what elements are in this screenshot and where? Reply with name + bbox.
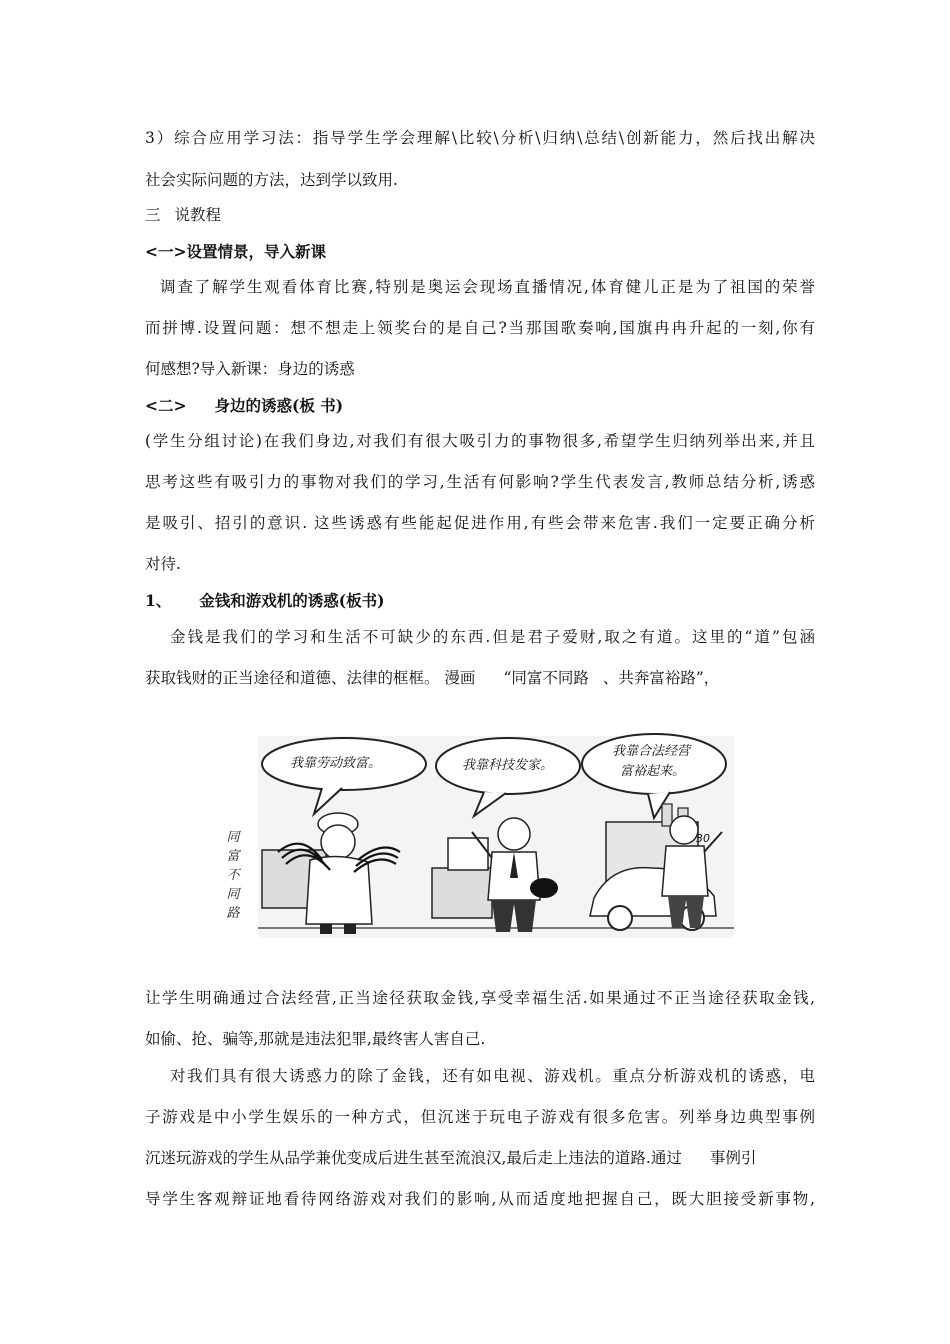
heading-3-number: 1、 xyxy=(145,591,172,610)
paragraph-intro-line-2: 而拼博.设置问题：想不想走上领奖台的是自己?当那国歌奏响,国旗冉冉升起的一刻,你有 xyxy=(145,319,815,337)
section-3-title: 说教程 xyxy=(174,206,222,224)
heading-set-scene: <一>设置情景，导入新课 xyxy=(145,242,326,261)
games-line-3-part-b: 事例引 xyxy=(709,1149,757,1167)
paragraph-intro-line-3: 何感想?导入新课：身边的诱惑 xyxy=(145,360,355,378)
money-line-2-part-c: 、共奔富裕路”， xyxy=(602,669,720,687)
paragraph-lawful-line-1: 让学生明确通过合法经营,正当途径获取金钱,享受幸福生活.如果通过不正当途径获取金钱, xyxy=(145,989,815,1007)
paragraph-discussion-line-4: 对待. xyxy=(145,555,181,573)
paragraph-games-line-1: 对我们具有很大诱惑力的除了金钱，还有如电视、游戏机。重点分析游戏机的诱惑，电 xyxy=(170,1067,815,1085)
paragraph-money-line-2 xyxy=(145,668,815,688)
paragraph-discussion-line-1: (学生分组讨论)在我们身边,对我们有很大吸引力的事物很多,希望学生归纳列举出来,并且 xyxy=(145,432,815,450)
heading-2-title: 身边的诱惑(板 书) xyxy=(214,396,344,415)
paragraph-study-method-line-2: 社会实际问题的方法，达到学以致用. xyxy=(145,171,398,189)
games-line-3-part-a: 沉迷玩游戏的学生从品学兼优变成后进生甚至流浪汉,最后走上违法的道路.通过 xyxy=(145,1149,682,1167)
paragraph-money-line-1: 金钱是我们的学习和生活不可缺少的东西.但是君子爱财,取之有道。这里的“道”包涵 xyxy=(170,628,815,646)
bubble-labor: 我靠劳动致富。 xyxy=(290,756,382,771)
bubble-legal-business-line-2: 富裕起来。 xyxy=(620,764,686,779)
paragraph-intro-line-1: 调查了解学生观看体育比赛,特别是奥运会现场直播情况,体育健儿正是为了祖国的荣誉 xyxy=(160,278,815,296)
money-line-2-part-a: 获取钱财的正当途径和道德、法律的框框。 漫画 xyxy=(145,669,476,687)
paragraph-discussion-line-3: 是吸引、招引的意识. 这些诱惑有些能起促进作用,有些会带来危害.我们一定要正确分析 xyxy=(145,514,815,532)
money-line-2-part-b: “同富不同路 xyxy=(503,669,589,687)
cartoon-caption: 同 富 不 同 路 xyxy=(226,830,240,921)
paragraph-study-method-line-1: 3）综合应用学习法：指导学生学会理解\比较\分析\归纳\总结\创新能力，然后找出解决 xyxy=(145,129,815,147)
paragraph-discussion-line-2: 思考这些有吸引力的事物对我们的学习,生活有何影响?学生代表发言,教师总结分析,诱惑 xyxy=(145,473,815,491)
heading-money-games xyxy=(145,591,815,611)
heading-temptation xyxy=(145,396,815,416)
factory-sign: 30 xyxy=(696,832,710,845)
heading-3-title: 金钱和游戏机的诱惑(板书) xyxy=(199,591,385,610)
paragraph-games-line-2: 子游戏是中小学生娱乐的一种方式，但沉迷于玩电子游戏有很多危害。列举身边典型事例 xyxy=(145,1108,815,1126)
bubble-legal-business-line-1: 我靠合法经营 xyxy=(612,744,691,759)
paragraph-games-line-3 xyxy=(145,1148,815,1168)
paragraph-lawful-line-2: 如偷、抢、骗等,那就是违法犯罪,最终害人害自己. xyxy=(145,1030,486,1048)
paragraph-games-line-4: 导学生客观辩证地看待网络游戏对我们的影响,从而适度地把握自己，既大胆接受新事物, xyxy=(145,1190,815,1208)
bubble-technology: 我靠科技发家。 xyxy=(462,758,554,773)
section-heading-3 xyxy=(145,205,815,225)
section-3-number: 三 xyxy=(145,206,161,224)
cartoon-illustration xyxy=(222,728,734,948)
heading-2-number: <二> xyxy=(145,396,187,415)
